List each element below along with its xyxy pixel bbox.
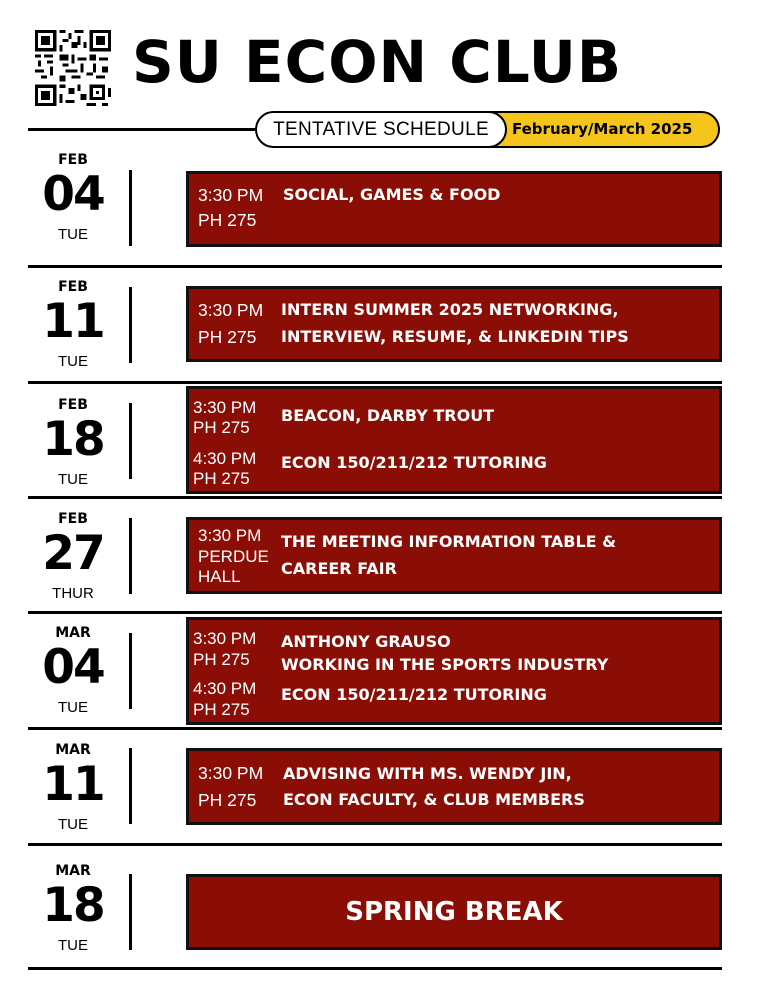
date-block [28, 742, 118, 834]
event-title: INTERVIEW, RESUME, & LINKEDIN TIPS [281, 327, 629, 346]
event-card[interactable] [186, 517, 722, 594]
header-divider [28, 128, 260, 131]
event-time: 3:30 PM [198, 763, 264, 783]
date-month: FEB [58, 152, 88, 168]
date-day: 18 [42, 412, 104, 467]
event-title: SOCIAL, GAMES & FOOD [283, 185, 501, 204]
date-block [28, 511, 118, 603]
event-room: PH 275 [193, 418, 250, 437]
event-title: THE MEETING INFORMATION TABLE & [281, 532, 617, 551]
event-time: 3:30 PM [198, 300, 264, 320]
date-divider [129, 518, 132, 594]
date-weekday: TUE [58, 226, 88, 243]
date-weekday: TUE [58, 816, 88, 833]
date-divider [129, 748, 132, 824]
date-weekday: TUE [58, 699, 88, 716]
event-card[interactable] [186, 286, 722, 362]
date-weekday: TUE [58, 937, 88, 954]
event-title: ECON 150/211/212 TUTORING [281, 685, 547, 704]
date-weekday: TUE [58, 471, 88, 488]
date-day: 04 [42, 167, 104, 222]
row-divider [28, 843, 722, 846]
event-time: 3:30 PM [193, 629, 257, 648]
event-time: 3:30 PM [198, 185, 264, 205]
event-room: PH 275 [198, 790, 257, 810]
event-title: CAREER FAIR [281, 559, 397, 578]
period-badge: February/March 2025 [470, 111, 720, 148]
date-divider [129, 287, 132, 363]
event-card[interactable] [186, 386, 722, 494]
date-day: 04 [42, 640, 104, 695]
event-room: PH 275 [193, 700, 250, 719]
date-day: 18 [42, 878, 104, 933]
event-time: 3:30 PM [193, 398, 257, 417]
event-time: 4:30 PM [193, 449, 257, 468]
row-divider [28, 727, 722, 730]
event-card[interactable] [186, 748, 722, 825]
event-title: ECON 150/211/212 TUTORING [281, 453, 547, 472]
row-divider [28, 967, 722, 970]
date-month: MAR [55, 625, 91, 641]
event-room: PERDUE [198, 547, 269, 566]
event-title: INTERN SUMMER 2025 NETWORKING, [281, 300, 619, 319]
event-title: WORKING IN THE SPORTS INDUSTRY [281, 655, 609, 674]
date-divider [129, 633, 132, 709]
page-title: SU ECON CLUB [132, 28, 623, 96]
date-day: 11 [42, 757, 104, 812]
event-room: PH 275 [193, 650, 250, 669]
event-card[interactable] [186, 874, 722, 950]
date-block [28, 397, 118, 489]
event-room: HALL [198, 567, 241, 586]
date-divider [129, 170, 132, 246]
event-title: BEACON, DARBY TROUT [281, 406, 495, 425]
event-title: ANTHONY GRAUSO [281, 632, 451, 651]
event-time: 4:30 PM [193, 679, 257, 698]
date-block [28, 625, 118, 717]
row-divider [28, 265, 722, 268]
event-card[interactable] [186, 617, 722, 725]
date-month: MAR [55, 742, 91, 758]
date-day: 27 [42, 526, 104, 581]
date-block [28, 863, 118, 955]
date-month: FEB [58, 397, 88, 413]
row-divider [28, 381, 722, 384]
date-weekday: TUE [58, 353, 88, 370]
qr-code-icon[interactable] [35, 30, 111, 106]
event-room: PH 275 [193, 469, 250, 488]
date-block [28, 279, 118, 371]
date-month: MAR [55, 863, 91, 879]
date-divider [129, 874, 132, 950]
event-title: ADVISING WITH MS. WENDY JIN, [283, 764, 572, 783]
date-month: FEB [58, 279, 88, 295]
event-title: SPRING BREAK [345, 897, 563, 927]
date-divider [129, 403, 132, 479]
date-block [28, 152, 118, 244]
date-weekday: THUR [52, 585, 94, 602]
date-month: FEB [58, 511, 88, 527]
event-title: ECON FACULTY, & CLUB MEMBERS [283, 790, 585, 809]
event-card[interactable] [186, 171, 722, 247]
date-day: 11 [42, 294, 104, 349]
row-divider [28, 496, 722, 499]
event-room: PH 275 [198, 210, 257, 230]
event-time: 3:30 PM [198, 526, 262, 545]
row-divider [28, 611, 722, 614]
event-room: PH 275 [198, 327, 257, 347]
schedule-label-badge: TENTATIVE SCHEDULE [255, 111, 507, 148]
